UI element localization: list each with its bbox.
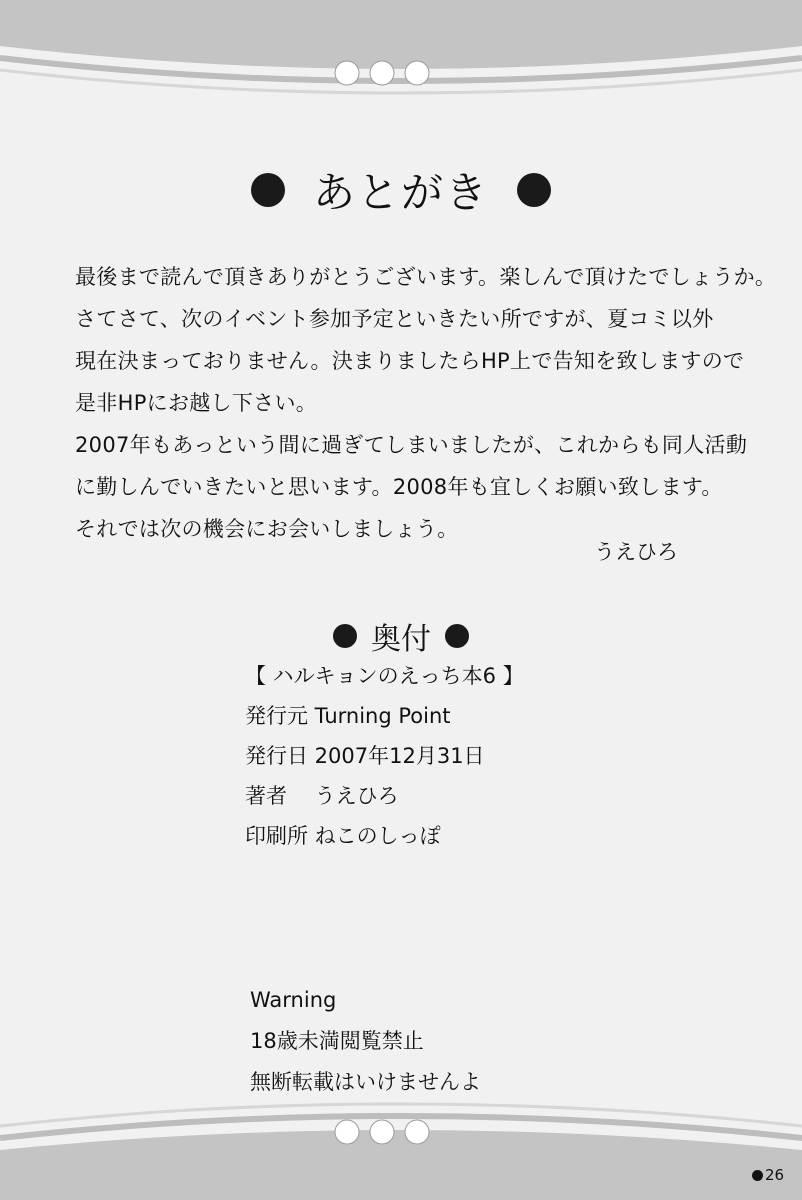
afterword-line: それでは次の機会にお会いしましょう。 <box>75 517 459 541</box>
bullet-dot-icon <box>517 173 551 207</box>
bottom-dots <box>335 1120 429 1144</box>
afterword-line: 現在決まっておりません。決まりましたらHP上で告知を致しますので <box>75 349 745 373</box>
bullet-dot-icon <box>445 624 469 648</box>
printer: 印刷所 ねこのしっぽ <box>245 824 441 848</box>
afterword-line: 最後まで読んで頂きありがとうございます。楽しんで頂けたでしょうか。 <box>75 265 777 289</box>
colophon-details <box>245 656 524 856</box>
bullet-dot-icon <box>333 624 357 648</box>
book-title: 【 ハルキョンのえっち本6 】 <box>245 664 524 688</box>
afterword-title: あとがき <box>312 168 489 217</box>
afterword-line: 是非HPにお越し下さい。 <box>75 391 318 415</box>
page-number-text: 26 <box>765 1166 785 1184</box>
colophon-heading <box>0 614 802 658</box>
warning-block <box>250 980 481 1103</box>
top-dots <box>335 61 429 85</box>
author: 著者 うえひろ <box>245 784 399 808</box>
colophon-title: 奥付 <box>371 622 431 657</box>
afterword-line: さてさて、次のイベント参加予定といきたい所ですが、夏コミ以外 <box>75 307 714 331</box>
reprint-notice: 無断転載はいけませんよ <box>250 1070 481 1094</box>
publisher: 発行元 Turning Point <box>245 704 451 728</box>
age-restriction: 18歳未満閲覧禁止 <box>250 1029 424 1053</box>
afterword-line: 2007年もあっという間に過ぎてしまいましたが、これからも同人活動 <box>75 433 748 457</box>
afterword-body <box>75 256 777 550</box>
page-dot-icon <box>752 1170 763 1181</box>
afterword-line: に勤しんでいきたいと思います。2008年も宜しくお願い致します。 <box>75 475 723 499</box>
publish-date: 発行日 2007年12月31日 <box>245 744 485 768</box>
afterword-signature: うえひろ <box>594 540 678 564</box>
warning-heading: Warning <box>250 988 337 1012</box>
page-number <box>752 1166 784 1184</box>
bullet-dot-icon <box>251 173 285 207</box>
afterword-heading <box>0 160 802 220</box>
